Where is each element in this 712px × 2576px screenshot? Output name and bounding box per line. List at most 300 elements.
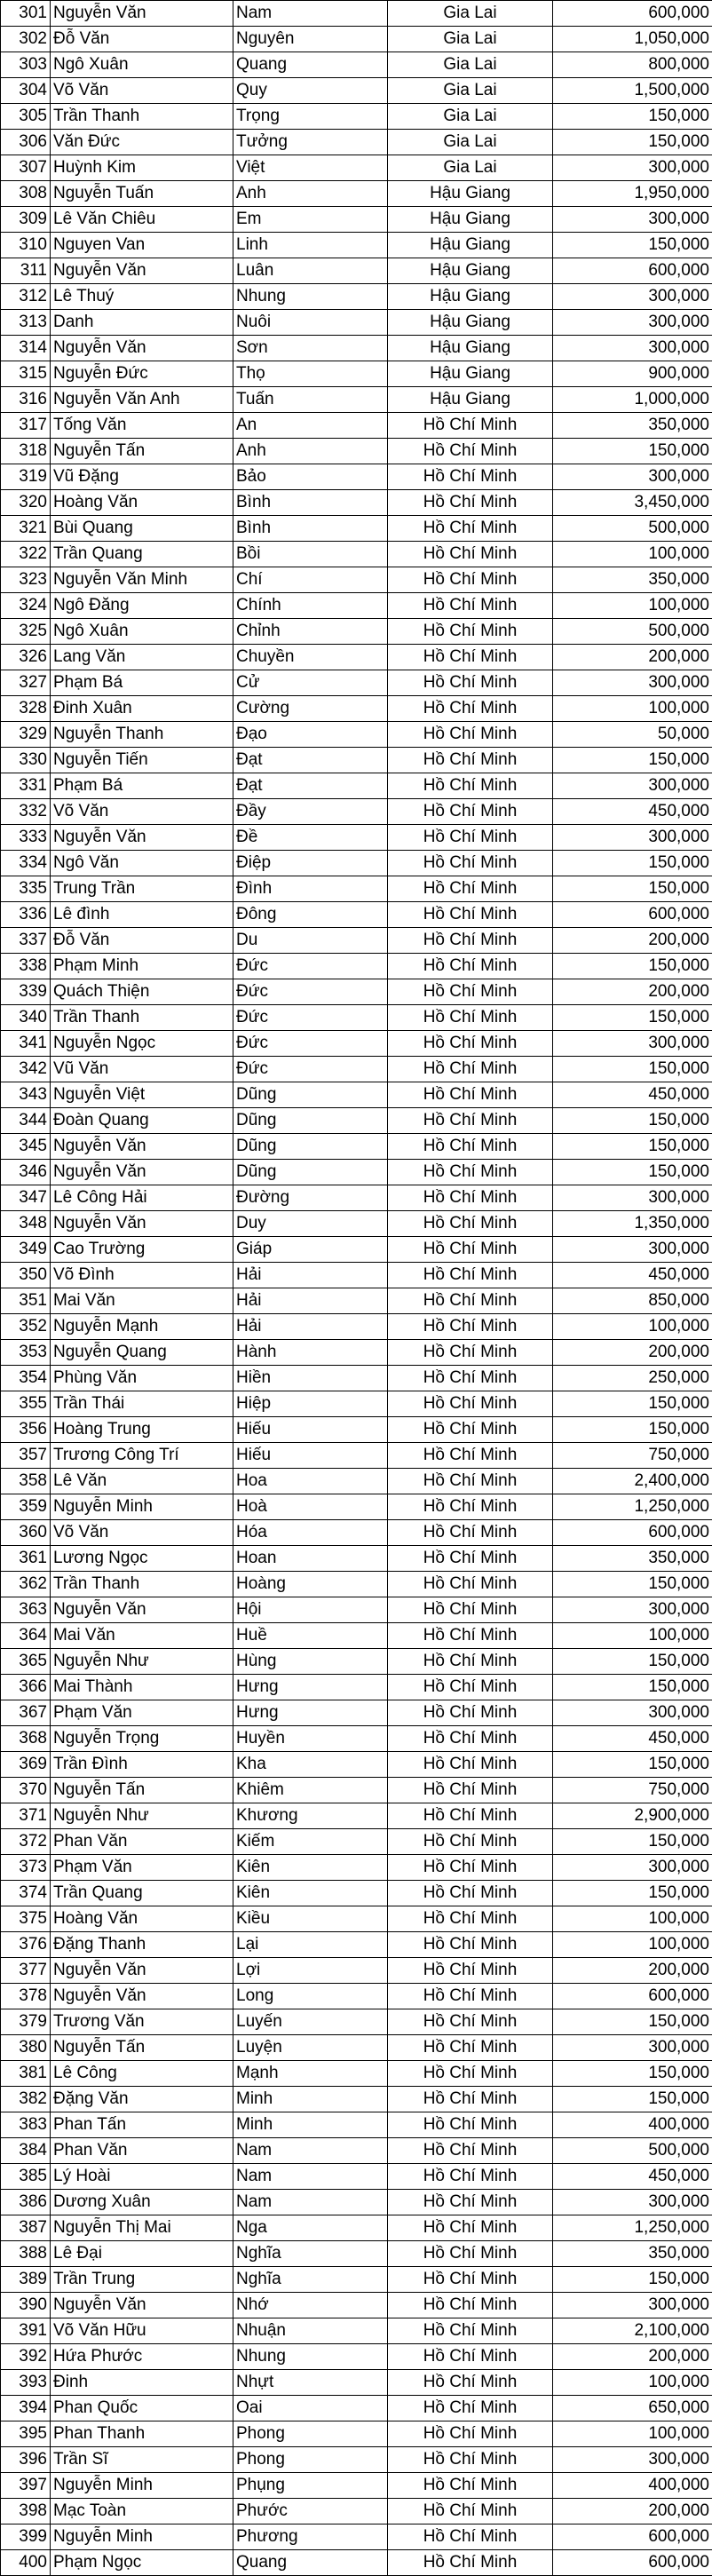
row-number-cell: 380 xyxy=(1,2035,51,2061)
last-middle-name-cell: Hoàng Trung xyxy=(51,1417,233,1443)
table-row xyxy=(1,258,712,284)
last-middle-name-cell: Trần Sĩ xyxy=(51,2447,233,2473)
row-number-cell: 342 xyxy=(1,1057,51,1082)
last-middle-name-cell: Phùng Văn xyxy=(51,1366,233,1391)
given-name-cell: Lại xyxy=(233,1932,388,1958)
last-middle-name-cell: Đỗ Văn xyxy=(51,27,233,52)
row-number-cell: 320 xyxy=(1,490,51,516)
province-cell: Hồ Chí Minh xyxy=(388,1108,553,1134)
province-cell: Hồ Chí Minh xyxy=(388,413,553,439)
row-number-cell: 385 xyxy=(1,2164,51,2190)
province-cell: Hồ Chí Minh xyxy=(388,1906,553,1932)
given-name-cell: Phong xyxy=(233,2447,388,2473)
province-cell: Hồ Chí Minh xyxy=(388,1134,553,1160)
table-row xyxy=(1,1391,712,1417)
given-name-cell: Kiếm xyxy=(233,1829,388,1855)
amount-cell: 2,100,000 xyxy=(553,2318,712,2344)
province-cell: Hồ Chí Minh xyxy=(388,1314,553,1340)
last-middle-name-cell: Võ Đình xyxy=(51,1263,233,1288)
row-number-cell: 333 xyxy=(1,825,51,851)
province-cell: Hồ Chí Minh xyxy=(388,2396,553,2421)
row-number-cell: 381 xyxy=(1,2061,51,2087)
given-name-cell: Bình xyxy=(233,490,388,516)
row-number-cell: 338 xyxy=(1,954,51,979)
table-row xyxy=(1,1,712,27)
last-middle-name-cell: Lê Văn Chiêu xyxy=(51,207,233,233)
given-name-cell: Hóa xyxy=(233,1520,388,1546)
province-cell: Hồ Chí Minh xyxy=(388,1237,553,1263)
province-cell: Hồ Chí Minh xyxy=(388,928,553,954)
amount-cell: 300,000 xyxy=(553,464,712,490)
amount-cell: 450,000 xyxy=(553,1263,712,1288)
amount-cell: 100,000 xyxy=(553,2370,712,2396)
row-number-cell: 375 xyxy=(1,1906,51,1932)
amount-cell: 100,000 xyxy=(553,1314,712,1340)
given-name-cell: Kha xyxy=(233,1752,388,1778)
table-row xyxy=(1,52,712,78)
row-number-cell: 373 xyxy=(1,1855,51,1881)
province-cell: Gia Lai xyxy=(388,27,553,52)
last-middle-name-cell: Nguyễn Văn xyxy=(51,336,233,361)
given-name-cell: Đạt xyxy=(233,748,388,773)
table-row xyxy=(1,207,712,233)
given-name-cell: Huyền xyxy=(233,1726,388,1752)
province-cell: Gia Lai xyxy=(388,78,553,104)
given-name-cell: Nhớ xyxy=(233,2293,388,2318)
table-row xyxy=(1,593,712,619)
given-name-cell: Phụng xyxy=(233,2473,388,2499)
given-name-cell: Nuôi xyxy=(233,310,388,336)
table-row xyxy=(1,670,712,696)
row-number-cell: 353 xyxy=(1,1340,51,1366)
given-name-cell: Nhung xyxy=(233,284,388,310)
row-number-cell: 364 xyxy=(1,1623,51,1649)
table-row xyxy=(1,1031,712,1057)
table-row xyxy=(1,78,712,104)
given-name-cell: Long xyxy=(233,1984,388,2009)
given-name-cell: Hưng xyxy=(233,1700,388,1726)
row-number-cell: 302 xyxy=(1,27,51,52)
row-number-cell: 356 xyxy=(1,1417,51,1443)
row-number-cell: 337 xyxy=(1,928,51,954)
amount-cell: 150,000 xyxy=(553,851,712,876)
table-row xyxy=(1,1314,712,1340)
table-row xyxy=(1,2061,712,2087)
table-row xyxy=(1,284,712,310)
amount-cell: 50,000 xyxy=(553,722,712,748)
row-number-cell: 355 xyxy=(1,1391,51,1417)
given-name-cell: Huề xyxy=(233,1623,388,1649)
table-row xyxy=(1,2267,712,2293)
table-row xyxy=(1,2009,712,2035)
given-name-cell: Chí xyxy=(233,567,388,593)
given-name-cell: Quang xyxy=(233,2550,388,2576)
amount-cell: 600,000 xyxy=(553,1984,712,2009)
row-number-cell: 324 xyxy=(1,593,51,619)
row-number-cell: 330 xyxy=(1,748,51,773)
row-number-cell: 339 xyxy=(1,979,51,1005)
province-cell: Hậu Giang xyxy=(388,181,553,207)
row-number-cell: 399 xyxy=(1,2524,51,2550)
amount-cell: 150,000 xyxy=(553,233,712,258)
given-name-cell: Du xyxy=(233,928,388,954)
province-cell: Hồ Chí Minh xyxy=(388,490,553,516)
province-cell: Hồ Chí Minh xyxy=(388,1778,553,1803)
last-middle-name-cell: Ngô Xuân xyxy=(51,619,233,645)
amount-cell: 500,000 xyxy=(553,2138,712,2164)
given-name-cell: Em xyxy=(233,207,388,233)
last-middle-name-cell: Hứa Phước xyxy=(51,2344,233,2370)
table-row xyxy=(1,1597,712,1623)
last-middle-name-cell: Nguyễn Minh xyxy=(51,2473,233,2499)
table-body xyxy=(1,1,712,2576)
table-row xyxy=(1,1134,712,1160)
amount-cell: 350,000 xyxy=(553,2241,712,2267)
row-number-cell: 377 xyxy=(1,1958,51,1984)
given-name-cell: Quang xyxy=(233,52,388,78)
last-middle-name-cell: Mai Văn xyxy=(51,1623,233,1649)
table-row xyxy=(1,1932,712,1958)
table-row xyxy=(1,413,712,439)
row-number-cell: 319 xyxy=(1,464,51,490)
table-row xyxy=(1,2447,712,2473)
last-middle-name-cell: Nguyễn Mạnh xyxy=(51,1314,233,1340)
given-name-cell: Hiền xyxy=(233,1366,388,1391)
given-name-cell: Hiếu xyxy=(233,1417,388,1443)
province-cell: Hồ Chí Minh xyxy=(388,2370,553,2396)
last-middle-name-cell: Nguyễn Minh xyxy=(51,1494,233,1520)
table-row xyxy=(1,2370,712,2396)
amount-cell: 150,000 xyxy=(553,954,712,979)
province-cell: Gia Lai xyxy=(388,155,553,181)
province-cell: Hồ Chí Minh xyxy=(388,954,553,979)
amount-cell: 450,000 xyxy=(553,1082,712,1108)
province-cell: Hậu Giang xyxy=(388,310,553,336)
province-cell: Hồ Chí Minh xyxy=(388,1726,553,1752)
amount-cell: 150,000 xyxy=(553,2087,712,2112)
province-cell: Hồ Chí Minh xyxy=(388,979,553,1005)
province-cell: Hồ Chí Minh xyxy=(388,2550,553,2576)
last-middle-name-cell: Lê Công Hải xyxy=(51,1185,233,1211)
amount-cell: 200,000 xyxy=(553,645,712,670)
province-cell: Hồ Chí Minh xyxy=(388,1211,553,1237)
row-number-cell: 326 xyxy=(1,645,51,670)
amount-cell: 100,000 xyxy=(553,2421,712,2447)
province-cell: Hồ Chí Minh xyxy=(388,748,553,773)
table-row xyxy=(1,1572,712,1597)
last-middle-name-cell: Võ Văn xyxy=(51,78,233,104)
given-name-cell: Đạt xyxy=(233,773,388,799)
table-row xyxy=(1,1700,712,1726)
province-cell: Hồ Chí Minh xyxy=(388,1366,553,1391)
last-middle-name-cell: Phan Thanh xyxy=(51,2421,233,2447)
given-name-cell: Đường xyxy=(233,1185,388,1211)
province-cell: Hậu Giang xyxy=(388,258,553,284)
given-name-cell: Lợi xyxy=(233,1958,388,1984)
given-name-cell: Hùng xyxy=(233,1649,388,1675)
table-row xyxy=(1,2550,712,2576)
given-name-cell: Nam xyxy=(233,2190,388,2215)
amount-cell: 1,950,000 xyxy=(553,181,712,207)
given-name-cell: Nam xyxy=(233,2164,388,2190)
province-cell: Hồ Chí Minh xyxy=(388,2215,553,2241)
table-row xyxy=(1,2241,712,2267)
amount-cell: 150,000 xyxy=(553,1752,712,1778)
row-number-cell: 306 xyxy=(1,130,51,155)
row-number-cell: 397 xyxy=(1,2473,51,2499)
table-row xyxy=(1,979,712,1005)
row-number-cell: 388 xyxy=(1,2241,51,2267)
amount-cell: 200,000 xyxy=(553,928,712,954)
amount-cell: 300,000 xyxy=(553,207,712,233)
row-number-cell: 358 xyxy=(1,1469,51,1494)
row-number-cell: 391 xyxy=(1,2318,51,2344)
last-middle-name-cell: Trần Trung xyxy=(51,2267,233,2293)
table-row xyxy=(1,233,712,258)
given-name-cell: Nghĩa xyxy=(233,2241,388,2267)
amount-cell: 600,000 xyxy=(553,1,712,27)
province-cell: Hồ Chí Minh xyxy=(388,2293,553,2318)
given-name-cell: Đông xyxy=(233,902,388,928)
row-number-cell: 303 xyxy=(1,52,51,78)
amount-cell: 600,000 xyxy=(553,2550,712,2576)
row-number-cell: 334 xyxy=(1,851,51,876)
given-name-cell: Hải xyxy=(233,1263,388,1288)
amount-cell: 3,450,000 xyxy=(553,490,712,516)
given-name-cell: Khiêm xyxy=(233,1778,388,1803)
last-middle-name-cell: Đỗ Văn xyxy=(51,928,233,954)
province-cell: Hồ Chí Minh xyxy=(388,439,553,464)
given-name-cell: Chỉnh xyxy=(233,619,388,645)
last-middle-name-cell: Trần Quang xyxy=(51,1881,233,1906)
amount-cell: 300,000 xyxy=(553,284,712,310)
row-number-cell: 312 xyxy=(1,284,51,310)
amount-cell: 150,000 xyxy=(553,1572,712,1597)
province-cell: Hồ Chí Minh xyxy=(388,1469,553,1494)
row-number-cell: 398 xyxy=(1,2499,51,2524)
province-cell: Hậu Giang xyxy=(388,387,553,413)
table-row xyxy=(1,2035,712,2061)
row-number-cell: 362 xyxy=(1,1572,51,1597)
given-name-cell: Hoà xyxy=(233,1494,388,1520)
table-row xyxy=(1,825,712,851)
row-number-cell: 389 xyxy=(1,2267,51,2293)
table-row xyxy=(1,696,712,722)
given-name-cell: Quy xyxy=(233,78,388,104)
table-row xyxy=(1,1984,712,2009)
last-middle-name-cell: Nguyễn Như xyxy=(51,1649,233,1675)
last-middle-name-cell: Nguyễn Đức xyxy=(51,361,233,387)
row-number-cell: 305 xyxy=(1,104,51,130)
row-number-cell: 352 xyxy=(1,1314,51,1340)
table-row xyxy=(1,155,712,181)
amount-cell: 1,050,000 xyxy=(553,27,712,52)
last-middle-name-cell: Phan Tấn xyxy=(51,2112,233,2138)
last-middle-name-cell: Nguyễn Văn xyxy=(51,1211,233,1237)
province-cell: Hồ Chí Minh xyxy=(388,1082,553,1108)
last-middle-name-cell: Quách Thiện xyxy=(51,979,233,1005)
amount-cell: 300,000 xyxy=(553,1855,712,1881)
province-cell: Hồ Chí Minh xyxy=(388,2009,553,2035)
last-middle-name-cell: Trần Thái xyxy=(51,1391,233,1417)
last-middle-name-cell: Phạm Minh xyxy=(51,954,233,979)
amount-cell: 300,000 xyxy=(553,1597,712,1623)
table-row xyxy=(1,1057,712,1082)
table-row xyxy=(1,2421,712,2447)
province-cell: Hồ Chí Minh xyxy=(388,1572,553,1597)
row-number-cell: 308 xyxy=(1,181,51,207)
province-cell: Hồ Chí Minh xyxy=(388,825,553,851)
last-middle-name-cell: Nguyễn Tấn xyxy=(51,2035,233,2061)
amount-cell: 1,250,000 xyxy=(553,1494,712,1520)
last-middle-name-cell: Phan Quốc xyxy=(51,2396,233,2421)
amount-cell: 100,000 xyxy=(553,593,712,619)
amount-cell: 1,000,000 xyxy=(553,387,712,413)
row-number-cell: 365 xyxy=(1,1649,51,1675)
table-row xyxy=(1,2190,712,2215)
amount-cell: 450,000 xyxy=(553,1726,712,1752)
last-middle-name-cell: Vũ Đặng xyxy=(51,464,233,490)
last-middle-name-cell: Mai Thành xyxy=(51,1675,233,1700)
amount-cell: 600,000 xyxy=(553,258,712,284)
row-number-cell: 374 xyxy=(1,1881,51,1906)
given-name-cell: Đức xyxy=(233,979,388,1005)
last-middle-name-cell: Ngô Văn xyxy=(51,851,233,876)
amount-cell: 100,000 xyxy=(553,1623,712,1649)
province-cell: Hồ Chí Minh xyxy=(388,2138,553,2164)
last-middle-name-cell: Trần Đình xyxy=(51,1752,233,1778)
row-number-cell: 328 xyxy=(1,696,51,722)
table-row xyxy=(1,490,712,516)
given-name-cell: Mạnh xyxy=(233,2061,388,2087)
row-number-cell: 329 xyxy=(1,722,51,748)
row-number-cell: 383 xyxy=(1,2112,51,2138)
last-middle-name-cell: Huỳnh Kim xyxy=(51,155,233,181)
given-name-cell: Khương xyxy=(233,1803,388,1829)
amount-cell: 450,000 xyxy=(553,799,712,825)
amount-cell: 300,000 xyxy=(553,825,712,851)
amount-cell: 150,000 xyxy=(553,1005,712,1031)
given-name-cell: Kiên xyxy=(233,1855,388,1881)
last-middle-name-cell: Mạc Toàn xyxy=(51,2499,233,2524)
last-middle-name-cell: Lương Ngọc xyxy=(51,1546,233,1572)
last-middle-name-cell: Đặng Văn xyxy=(51,2087,233,2112)
last-middle-name-cell: Nguyễn Văn xyxy=(51,1134,233,1160)
row-number-cell: 322 xyxy=(1,542,51,567)
table-row xyxy=(1,2473,712,2499)
amount-cell: 300,000 xyxy=(553,1185,712,1211)
province-cell: Hồ Chí Minh xyxy=(388,1752,553,1778)
table-row xyxy=(1,645,712,670)
province-cell: Hồ Chí Minh xyxy=(388,2267,553,2293)
amount-cell: 300,000 xyxy=(553,773,712,799)
table-row xyxy=(1,1417,712,1443)
province-cell: Hồ Chí Minh xyxy=(388,1443,553,1469)
row-number-cell: 357 xyxy=(1,1443,51,1469)
province-cell: Hồ Chí Minh xyxy=(388,722,553,748)
amount-cell: 600,000 xyxy=(553,902,712,928)
row-number-cell: 345 xyxy=(1,1134,51,1160)
table-row xyxy=(1,2318,712,2344)
given-name-cell: Tuấn xyxy=(233,387,388,413)
amount-cell: 350,000 xyxy=(553,1546,712,1572)
last-middle-name-cell: Mai Văn xyxy=(51,1288,233,1314)
table-row xyxy=(1,773,712,799)
given-name-cell: Nhuận xyxy=(233,2318,388,2344)
amount-cell: 150,000 xyxy=(553,1134,712,1160)
last-middle-name-cell: Vũ Văn xyxy=(51,1057,233,1082)
row-number-cell: 363 xyxy=(1,1597,51,1623)
amount-cell: 350,000 xyxy=(553,567,712,593)
row-number-cell: 359 xyxy=(1,1494,51,1520)
table-row xyxy=(1,27,712,52)
row-number-cell: 301 xyxy=(1,1,51,27)
province-cell: Hồ Chí Minh xyxy=(388,876,553,902)
table-row xyxy=(1,2087,712,2112)
last-middle-name-cell: Lý Hoài xyxy=(51,2164,233,2190)
given-name-cell: Đầy xyxy=(233,799,388,825)
table-row xyxy=(1,1288,712,1314)
given-name-cell: Kiên xyxy=(233,1881,388,1906)
table-row xyxy=(1,542,712,567)
amount-cell: 2,400,000 xyxy=(553,1469,712,1494)
row-number-cell: 323 xyxy=(1,567,51,593)
last-middle-name-cell: Trương Văn xyxy=(51,2009,233,2035)
province-cell: Hồ Chí Minh xyxy=(388,2087,553,2112)
table-row xyxy=(1,1237,712,1263)
table-row xyxy=(1,1675,712,1700)
row-number-cell: 351 xyxy=(1,1288,51,1314)
row-number-cell: 354 xyxy=(1,1366,51,1391)
row-number-cell: 344 xyxy=(1,1108,51,1134)
province-cell: Hồ Chí Minh xyxy=(388,2035,553,2061)
last-middle-name-cell: Võ Văn xyxy=(51,799,233,825)
last-middle-name-cell: Đinh Xuân xyxy=(51,696,233,722)
amount-cell: 150,000 xyxy=(553,1829,712,1855)
table-row xyxy=(1,722,712,748)
row-number-cell: 307 xyxy=(1,155,51,181)
last-middle-name-cell: Lê Văn xyxy=(51,1469,233,1494)
amount-cell: 200,000 xyxy=(553,2344,712,2370)
province-cell: Hồ Chí Minh xyxy=(388,593,553,619)
province-cell: Hồ Chí Minh xyxy=(388,1829,553,1855)
table-row xyxy=(1,748,712,773)
province-cell: Hồ Chí Minh xyxy=(388,2421,553,2447)
amount-cell: 150,000 xyxy=(553,1881,712,1906)
province-cell: Hồ Chí Minh xyxy=(388,619,553,645)
amount-cell: 100,000 xyxy=(553,1906,712,1932)
row-number-cell: 387 xyxy=(1,2215,51,2241)
table-row xyxy=(1,1366,712,1391)
given-name-cell: Sơn xyxy=(233,336,388,361)
last-middle-name-cell: Lang Văn xyxy=(51,645,233,670)
given-name-cell: Phương xyxy=(233,2524,388,2550)
row-number-cell: 335 xyxy=(1,876,51,902)
amount-cell: 150,000 xyxy=(553,1391,712,1417)
amount-cell: 300,000 xyxy=(553,670,712,696)
given-name-cell: Bồi xyxy=(233,542,388,567)
province-cell: Hồ Chí Minh xyxy=(388,2524,553,2550)
given-name-cell: Linh xyxy=(233,233,388,258)
province-cell: Hồ Chí Minh xyxy=(388,1881,553,1906)
table-row xyxy=(1,902,712,928)
row-number-cell: 390 xyxy=(1,2293,51,2318)
province-cell: Hồ Chí Minh xyxy=(388,2473,553,2499)
table-row xyxy=(1,954,712,979)
table-row xyxy=(1,464,712,490)
province-cell: Hồ Chí Minh xyxy=(388,1675,553,1700)
amount-cell: 300,000 xyxy=(553,1237,712,1263)
